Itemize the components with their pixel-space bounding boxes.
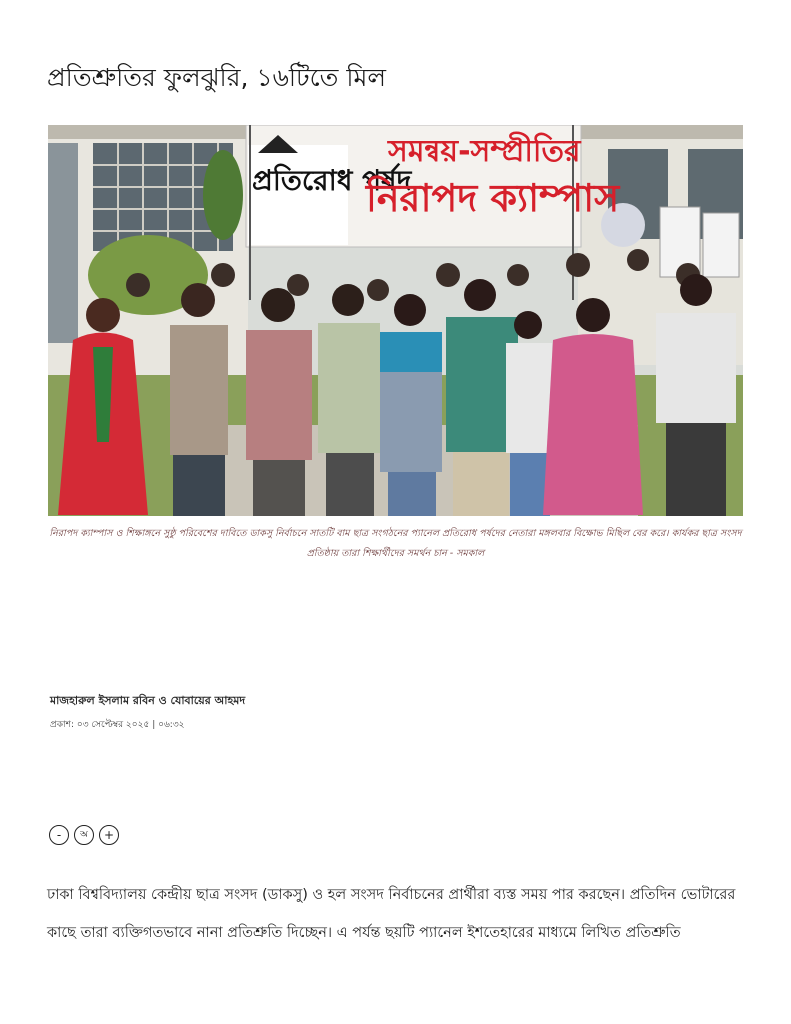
- article-headline: প্রতিশ্রুতির ফুলঝুরি, ১৬টিতে মিল: [47, 63, 387, 92]
- font-size-controls: [49, 825, 119, 845]
- article-photo: [48, 125, 743, 516]
- article-author[interactable]: মাজহারুল ইসলাম রবিন ও যোবায়ের আহমদ: [50, 694, 246, 707]
- photo-caption: নিরাপদ ক্যাম্পাস ও শিক্ষাঙ্গনে সুষ্ঠু পরিবেশের দাবিতে ডাকসু নির্বাচনে সাতটি বাম ছাত্র সংগঠনের প্যানেল প্রতিরোধ পর্ষদের নেতারা মঙ্গলবার বিক্ষোভ মিছিল বের করে। কার্যকর ছাত্র সংসদ প্রতিষ্ঠায় তারা শিক্ষার্থীদের সমর্থন চান - সমকাল: [49, 528, 742, 559]
- banner-slogan-line-2: নিরাপদ ক্যাম্পাস: [366, 176, 620, 220]
- banner-slogan-line-1: সমন্বয়-সম্প্রীতির: [388, 134, 581, 169]
- article-body-paragraph: ঢাকা বিশ্ববিদ্যালয় কেন্দ্রীয় ছাত্র সংসদ (ডাকসু) ও হল সংসদ নির্বাচনের প্রার্থীরা ব্যস্ত সময় পার করছেন। প্রতিদিন ভোটারের কাছে তারা ব্যক্তিগতভাবে নানা প্রতিশ্রুতি দিচ্ছেন। এ পর্যন্ত ছয়টি প্যানেল ইশতেহারের মাধ্যমে লিখিত প্রতিশ্রুতি: [47, 887, 736, 941]
- font-decrease-button[interactable]: -: [49, 825, 69, 845]
- font-increase-button[interactable]: +: [99, 825, 119, 845]
- font-reset-button[interactable]: অ: [74, 825, 94, 845]
- publish-date: প্রকাশ: ০৩ সেপ্টেম্বর ২০২৫ | ০৬:৩২: [50, 720, 185, 730]
- banner-logo-text: প্রতিরোধ পর্ষদ: [252, 164, 412, 197]
